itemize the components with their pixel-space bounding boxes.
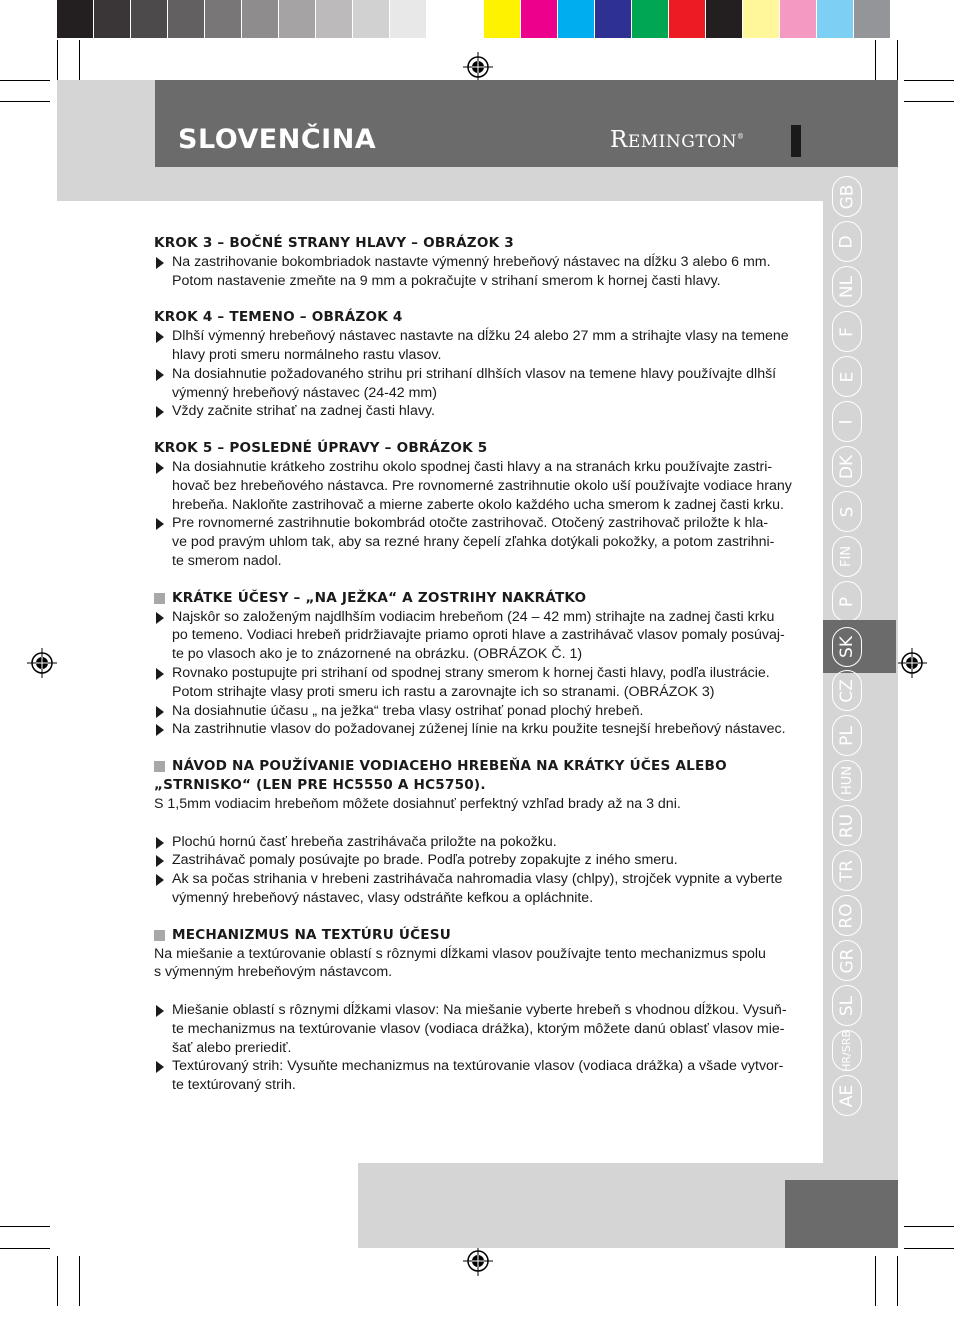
bullet-line: Na dosiahnutie účasu „ na ježka“ treba vlasy ostrihať ponad plochý hrebeň. xyxy=(172,702,644,719)
section-bullets xyxy=(154,833,802,908)
triangle-bullet-icon xyxy=(156,874,164,886)
tab-lang-label: E xyxy=(837,371,857,382)
bullet-line: Plochú hornú časť hrebeňa zastrihávača priložte na pokožku. xyxy=(172,833,557,850)
tab-lang-f[interactable] xyxy=(832,311,862,352)
tab-lang-s[interactable] xyxy=(832,491,862,532)
bullet-line: výmenný hrebeňový nástavec (24-42 mm) xyxy=(172,384,437,401)
bullet-line: šať alebo preriediť. xyxy=(172,1039,292,1056)
bullet-item xyxy=(154,833,802,852)
color-swatch xyxy=(706,0,743,38)
tab-lang-ru[interactable] xyxy=(832,805,862,846)
crop-mark xyxy=(79,40,80,80)
tab-lang-label: HUN xyxy=(839,765,855,796)
tab-lang-label: PL xyxy=(836,725,857,746)
tab-lang-label: CZ xyxy=(837,678,857,703)
crop-mark xyxy=(57,40,58,80)
color-swatch xyxy=(316,0,353,38)
triangle-bullet-icon xyxy=(156,855,164,867)
tab-lang-ae[interactable] xyxy=(832,1075,862,1116)
bullet-line: Najskôr so založeným najdlhším vodiacim hrebeňom (24 – 42 mm) strihajte na zadnej časti krku xyxy=(172,608,775,625)
bullet-line: Na dosiahnutie požadovaného strihu pri strihaní dlhších vlasov na temene hlavy používajte dlhší xyxy=(172,365,777,382)
section-bullets xyxy=(154,327,802,421)
crop-mark xyxy=(904,1226,954,1227)
footer-dark xyxy=(785,1180,898,1248)
bullet-line: hrebeňa. Nakloňte zastrihovač a mierne zaberte okolo každého ucha smerom k zadnej časti krku. xyxy=(172,496,784,513)
section-intro: Na miešanie a textúrovanie oblastí s rôznymi dĺžkami vlasov používajte tento mechanizmus spolu xyxy=(154,945,766,962)
bullet-line: Pre rovnomerné zastrihnutie bokombrád otočte zastrihovač. Otočený zastrihovač priložte k hla- xyxy=(172,515,769,532)
crop-mark xyxy=(904,1248,954,1249)
crop-mark xyxy=(904,80,954,81)
tab-lang-label: HR/SRB xyxy=(840,1029,854,1072)
tab-lang-i[interactable] xyxy=(832,401,862,442)
triangle-bullet-icon xyxy=(156,706,164,718)
tab-lang-e[interactable] xyxy=(832,356,862,397)
bullet-line: Na dosiahnutie krátkeho zostrihu okolo spodnej časti hlavy a na stranách krku používajte zastri- xyxy=(172,458,773,475)
section-heading: MECHANIZMUS NA TEXTÚRU ÚČESU xyxy=(154,926,802,945)
bullet-line: Dlhší výmenný hrebeňový nástavec nastavte na dĺžku 24 alebo 27 mm a strihajte vlasy na temene xyxy=(172,328,789,345)
section-bullets xyxy=(154,458,802,571)
bullet-line: Zastrihávač pomaly posúvajte po brade. Podľa potreby zopakujte z iného smeru. xyxy=(172,852,678,869)
bullet-item xyxy=(154,514,802,570)
frame-top xyxy=(57,167,898,201)
tab-lang-label: SK xyxy=(836,635,857,658)
tab-lang-nl[interactable] xyxy=(832,266,862,307)
tab-lang-hun[interactable] xyxy=(832,760,862,801)
section-heading: NÁVOD NA POUŽÍVANIE VODIACEHO HREBEŇA NA KRÁTKY ÚČES ALEBO xyxy=(154,757,802,776)
section-heading: KROK 4 – TEMENO – OBRÁZOK 4 xyxy=(154,309,403,326)
bullet-line: Na zastrihnutie vlasov do požadovanej zúženej línie na krku použite tesnejší hrebeňový nástavec. xyxy=(172,721,786,738)
bullet-line: po temeno. Vodiaci hrebeň pridržiavajte priamo oproti hlave a zastrihávač vlasov pomaly posúvaj- xyxy=(172,627,785,644)
square-bullet-icon xyxy=(154,930,165,941)
crop-mark xyxy=(897,40,898,80)
bullet-item xyxy=(154,608,802,664)
page-title: SLOVENČINA xyxy=(178,124,377,155)
color-swatch xyxy=(427,0,464,38)
section-intro: s výmenným hrebeňovým nástavcom. xyxy=(154,964,393,981)
color-bar-colors xyxy=(484,0,891,38)
tab-lang-p[interactable] xyxy=(832,581,862,622)
bullet-line: Miešanie oblastí s rôznymi dĺžkami vlasov: Na miešanie vyberte hrebeň s vhodnou dĺžkou. Vysuň- xyxy=(172,1002,787,1019)
tab-lang-label: GR xyxy=(837,948,857,973)
manual-content xyxy=(154,234,802,1095)
tab-lang-label: DK xyxy=(837,454,857,479)
registration-mark-icon xyxy=(897,648,927,678)
tab-lang-dk[interactable] xyxy=(832,446,862,487)
tab-lang-label: S xyxy=(836,506,857,517)
color-swatch xyxy=(390,0,427,38)
tab-lang-label: F xyxy=(837,326,857,337)
tab-lang-label: NL xyxy=(836,275,857,298)
triangle-bullet-icon xyxy=(156,331,164,343)
crop-mark xyxy=(0,101,50,102)
crop-mark xyxy=(0,80,50,81)
bullet-item xyxy=(154,253,802,291)
color-swatch xyxy=(94,0,131,38)
bullet-line: Ak sa počas strihania v hrebeni zastrihávača nahromadia vlasy (chlpy), strojček vypnite a vyberte xyxy=(172,871,783,888)
section-heading: KROK 3 – BOČNÉ STRANY HLAVY – OBRÁZOK 3 xyxy=(154,235,514,251)
triangle-bullet-icon xyxy=(156,257,164,269)
triangle-bullet-icon xyxy=(156,406,164,418)
bullet-line: Textúrovaný strih: Vysuňte mechanizmus na textúrovanie vlasov (vodiaca drážka) a všade vytvor- xyxy=(172,1058,784,1075)
bullet-item xyxy=(154,664,802,702)
bullet-item xyxy=(154,720,802,739)
tab-lang-label: RO xyxy=(836,902,857,929)
tab-lang-label: TR xyxy=(836,859,857,882)
brand-logo-bar xyxy=(791,125,801,157)
bullet-line: Vždy začnite strihať na zadnej časti hlavy. xyxy=(172,403,435,420)
tab-lang-fin[interactable] xyxy=(832,536,862,577)
bullet-line: hlavy proti smeru normálneho rastu vlasov. xyxy=(172,346,442,363)
square-bullet-icon xyxy=(154,593,165,604)
section-bullets xyxy=(154,1001,802,1095)
color-swatch xyxy=(521,0,558,38)
bullet-line: výmenný hrebeňový nástavec, vlasy odstráňte kefkou a opláchnite. xyxy=(172,889,594,906)
active-lang-pill xyxy=(832,627,862,667)
registration-mark-icon xyxy=(463,52,493,82)
tab-lang-label: I xyxy=(836,418,857,425)
bullet-line: hovač bez hrebeňového nástavca. Pre rovnomerné zastrihnutie okolo uší používajte vodiace hrany xyxy=(172,477,792,494)
bullet-line: te smerom nadol. xyxy=(172,552,282,569)
bullet-item xyxy=(154,1001,802,1057)
bullet-line: te textúrovaný strih. xyxy=(172,1077,296,1094)
section-heading: KRÁTKE ÚČESY – „NA JEŽKA“ A ZOSTRIHY NAKRÁTKO xyxy=(154,589,802,608)
triangle-bullet-icon xyxy=(156,612,164,624)
bullet-line: Potom nastavenie zmeňte na 9 mm a pokračujte v strihaní smerom k hornej časti hlavy. xyxy=(172,272,721,289)
triangle-bullet-icon xyxy=(156,518,164,530)
color-bar-grays xyxy=(57,0,464,38)
registration-mark-icon xyxy=(27,648,57,678)
tab-lang-ro[interactable] xyxy=(832,895,862,936)
tab-lang-label: RU xyxy=(836,813,857,838)
tab-lang-label: SL xyxy=(836,995,857,1016)
triangle-bullet-icon xyxy=(156,668,164,680)
tab-lang-d[interactable] xyxy=(832,221,862,262)
triangle-bullet-icon xyxy=(156,462,164,474)
tab-lang-label: P xyxy=(836,596,857,607)
bullet-item xyxy=(154,402,802,421)
tab-lang-gb[interactable] xyxy=(832,176,862,217)
bullet-item xyxy=(154,365,802,403)
crop-mark xyxy=(904,101,954,102)
color-swatch xyxy=(780,0,817,38)
color-swatch xyxy=(632,0,669,38)
bullet-item xyxy=(154,1057,802,1095)
crop-mark xyxy=(0,1226,50,1227)
registration-mark-icon xyxy=(463,1246,493,1276)
tab-lang-sk[interactable] xyxy=(823,620,896,673)
bullet-item xyxy=(154,458,802,514)
tab-lang-hr-srb[interactable] xyxy=(832,1030,862,1071)
tab-lang-label: FIN xyxy=(839,545,855,568)
bullet-item xyxy=(154,870,802,908)
color-swatch xyxy=(168,0,205,38)
crop-mark xyxy=(79,1256,80,1306)
color-swatch xyxy=(558,0,595,38)
color-swatch xyxy=(279,0,316,38)
color-swatch xyxy=(242,0,279,38)
color-swatch xyxy=(743,0,780,38)
bullet-item xyxy=(154,327,802,365)
bullet-line: Potom strihajte vlasy proti smeru ich rastu a zarovnajte ich so stranami. (OBRÁZOK 3) xyxy=(172,683,715,700)
color-swatch xyxy=(669,0,706,38)
bullet-line: te po vlasoch ako je to znázornené na obrázku. (OBRÁZOK Č. 1) xyxy=(172,646,583,663)
color-swatch xyxy=(131,0,168,38)
crop-mark xyxy=(0,1248,50,1249)
tab-lang-sl[interactable] xyxy=(832,985,862,1026)
tab-lang-pl[interactable] xyxy=(832,715,862,756)
triangle-bullet-icon xyxy=(156,1061,164,1073)
bullet-line: Na zastrihovanie bokombriadok nastavte výmenný hrebeňový nástavec na dĺžku 3 alebo 6 mm. xyxy=(172,253,771,270)
bullet-line: Rovnako postupujte pri strihaní od spodnej strany smerom k hornej časti hlavy, podľa ilustrácie. xyxy=(172,664,770,681)
bullet-item xyxy=(154,851,802,870)
color-swatch xyxy=(205,0,242,38)
triangle-bullet-icon xyxy=(156,369,164,381)
color-swatch xyxy=(854,0,891,38)
tab-lang-gr[interactable] xyxy=(832,940,862,981)
crop-mark xyxy=(57,1256,58,1306)
section-heading: KROK 5 – POSLEDNÉ ÚPRAVY – OBRÁZOK 5 xyxy=(154,440,488,457)
color-swatch xyxy=(484,0,521,38)
bullet-line: te mechanizmus na textúrovanie vlasov (vodiaca drážka), ktorým môžete danú oblasť vlasov mie- xyxy=(172,1020,785,1037)
color-swatch xyxy=(595,0,632,38)
triangle-bullet-icon xyxy=(156,724,164,736)
tab-lang-tr[interactable] xyxy=(832,850,862,891)
color-swatch xyxy=(57,0,94,38)
square-bullet-icon xyxy=(154,761,165,772)
tab-lang-label: D xyxy=(837,234,857,249)
crop-mark xyxy=(875,40,876,80)
section-intro: S 1,5mm vodiacim hrebeňom môžete dosiahnuť perfektný vzhľad brady až na 3 dni. xyxy=(154,795,681,812)
brand-logo: REMINGTON® xyxy=(610,127,745,153)
tab-lang-label: AE xyxy=(837,1084,857,1107)
crop-mark xyxy=(897,1256,898,1306)
triangle-bullet-icon xyxy=(156,1005,164,1017)
section-heading-cont: „STRNISKO“ (LEN PRE HC5550 A HC5750). xyxy=(154,776,486,793)
color-swatch xyxy=(353,0,390,38)
section-bullets xyxy=(154,253,802,291)
bullet-item xyxy=(154,702,802,721)
tab-lang-cz[interactable] xyxy=(832,670,862,711)
tab-lang-label: GB xyxy=(837,184,857,209)
bullet-line: ve pod pravým uhlom tak, aby sa rezné hrany čepelí zľahka dotýkali pokožky, a potom zastrihni- xyxy=(172,534,775,551)
crop-mark xyxy=(875,1256,876,1306)
triangle-bullet-icon xyxy=(156,837,164,849)
section-bullets xyxy=(154,608,802,740)
color-swatch xyxy=(817,0,854,38)
